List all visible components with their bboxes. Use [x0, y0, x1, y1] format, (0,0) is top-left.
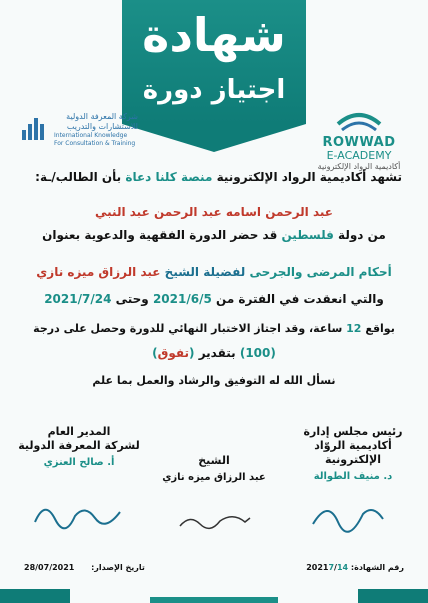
logo-left-ar2: للاستشارات والتدريب	[66, 122, 138, 131]
country-prefix: من دولة	[338, 228, 386, 242]
grade-line	[26, 346, 402, 360]
sheikh-sig-name: عبد الرزاق ميزه نازي	[162, 472, 266, 483]
hours-value: 12	[346, 322, 362, 335]
certificate-subtitle: اجتياز دورة	[142, 75, 286, 105]
director-signature-icon	[30, 494, 130, 534]
issue-date	[24, 563, 145, 572]
signature-block-director	[14, 425, 144, 468]
footer-center-bar	[150, 597, 278, 603]
rating-close-paren: )	[152, 346, 158, 360]
country-line	[26, 228, 402, 242]
closing-prayer: نسأل الله له التوفيق والرشاد والعمل بما علم	[92, 374, 336, 387]
certificate-number	[306, 563, 404, 572]
book-wave-icon	[332, 104, 386, 134]
course-intro: قد حضر الدورة الفقهية والدعوية بعنوان	[42, 228, 278, 242]
platform-name: منصة كلنا دعاة	[125, 170, 213, 184]
chairman-signature-icon	[308, 494, 388, 534]
chairman-title1: رئيس مجلس إدارة	[303, 425, 403, 438]
cert-no-seq: 14	[336, 563, 349, 572]
logo-brand: ROWWAD	[322, 135, 396, 150]
sheikh-title: الشيخ	[198, 454, 230, 467]
date-connector: وحتى	[115, 292, 149, 306]
hours-text: ساعة، وقد اجتاز الاختبار النهائي للدورة وحصل على درجة	[33, 322, 343, 335]
director-title2: لشركة المعرفة الدولية	[18, 439, 140, 452]
logo-left-ar1: شركة المعرفة الدولية	[66, 112, 138, 121]
rowwad-logo	[304, 104, 414, 172]
grade-value: (100)	[239, 346, 276, 360]
director-name: أ. صالح العنزي	[43, 457, 115, 468]
sheikh-prefix: لفضيلة الشيخ	[164, 265, 246, 279]
issue-date-label: تاريخ الإصدار:	[91, 563, 145, 572]
course-line	[26, 265, 402, 279]
certificate-ribbon	[122, 0, 306, 124]
rating-prefix: بتقدير	[198, 346, 236, 360]
director-title1: المدير العام	[47, 425, 111, 438]
sheikh-name: عبد الرزاق ميزه نازي	[36, 265, 161, 279]
intro-text: تشهد أكاديمية الرواد الإلكترونية	[216, 170, 402, 184]
intro-suffix: بأن الطالب/ـة:	[35, 170, 122, 184]
footer-corner-right	[358, 589, 428, 603]
date-prefix: والتي انعقدت في الفترة من	[216, 292, 384, 306]
hours-line	[26, 322, 402, 335]
cert-no-month: 7	[328, 563, 335, 572]
hours-prefix: بواقع	[365, 322, 395, 335]
intro-line	[26, 170, 402, 184]
logo-brand-sub: E-ACADEMY	[326, 149, 392, 162]
signature-block-sheikh	[149, 454, 279, 483]
rating-value: تفوق	[157, 346, 190, 360]
certificate-footer	[24, 563, 404, 579]
logo-left-en2: For Consultation & Training	[54, 140, 136, 147]
logo-tagline: أكاديمية الرواد الإلكترونية	[317, 162, 401, 171]
sheikh-signature-icon	[175, 506, 255, 536]
date-line	[26, 292, 402, 306]
course-title: أحكام المرضى والجرحى	[249, 265, 392, 279]
certificate-title: شهادة	[142, 8, 286, 62]
footer-corner-left	[0, 589, 70, 603]
issue-date-value: 28/07/2021	[24, 563, 75, 572]
chairman-title2: أكاديمية الروّاد الإلكترونية	[314, 439, 392, 466]
cert-no-year: 2021	[306, 563, 329, 572]
signature-block-chairman	[288, 425, 418, 482]
date-to: 2021/7/24	[44, 292, 112, 306]
student-name: عبد الرحمن اسامه عبد الرحمن عبد النبي	[95, 205, 333, 219]
date-from: 2021/6/5	[152, 292, 212, 306]
rating-open-paren: (	[189, 346, 195, 360]
country-name: فلسطين	[281, 228, 334, 242]
chairman-name: د. منيف الطوالة	[313, 471, 393, 482]
bar-chart-icon	[20, 114, 50, 142]
cert-no-sep: /	[334, 563, 337, 572]
logo-left-en1: International Knowledge	[54, 132, 128, 139]
cert-no-label: رقم الشهادة:	[350, 563, 404, 572]
